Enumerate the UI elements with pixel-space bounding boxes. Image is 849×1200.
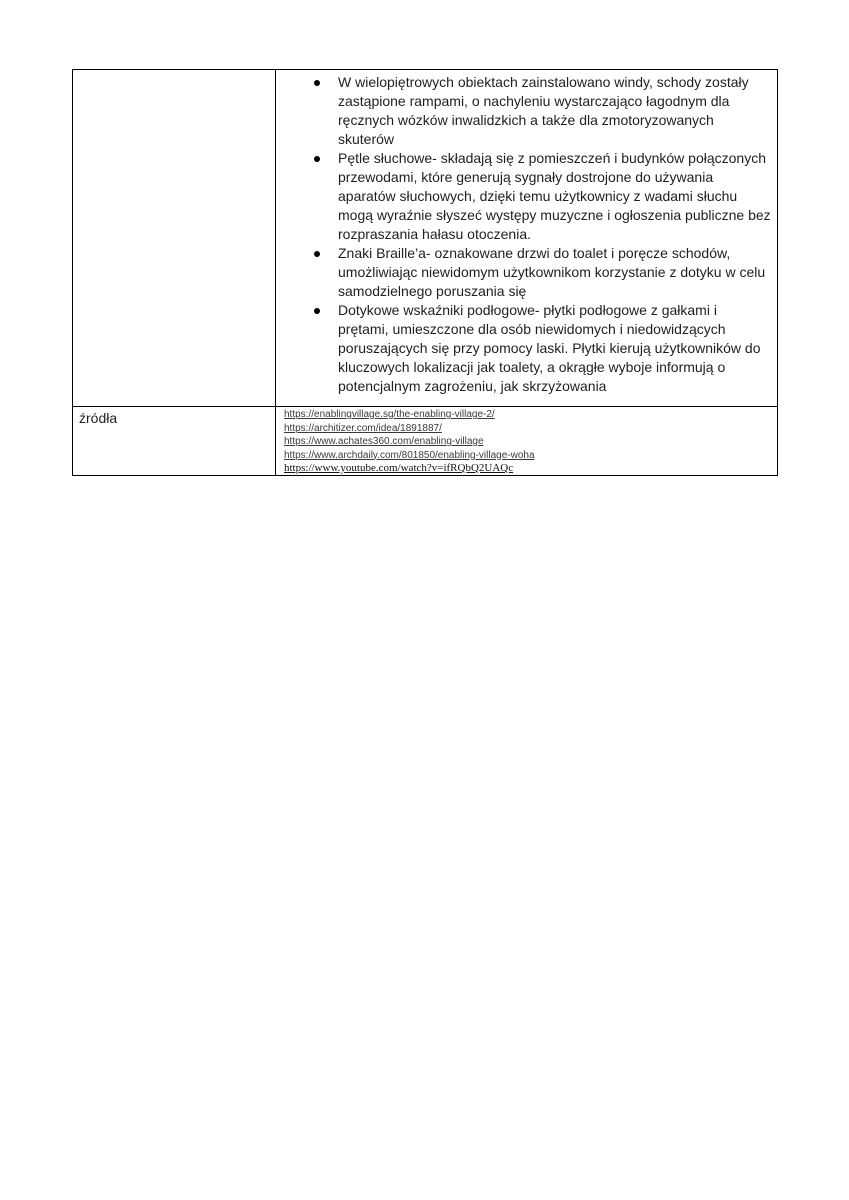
bullet-text: Pętle słuchowe- składają się z pomieszczeń i budynków połączonych przewodami, które generują sygnały dostrojone do używania aparatów słuchowych, dzięki temu użytkownicy z wadami słuchu mogą wyraźnie słyszeć występy muzyczne i ogłoszenia publiczne bez rozpraszania hałasu otoczenia. <box>338 150 771 242</box>
features-label-cell <box>73 70 276 407</box>
sources-label: źródła <box>79 410 118 426</box>
bullet-text: W wielopiętrowych obiektach zainstalowano windy, schody zostały zastąpione rampami, o nachyleniu wystarczająco łagodnym dla ręcznych wózków inwalidzkich a także dla zmotoryzowanych skuterów <box>338 74 749 147</box>
bullet-text: Znaki Braille’a- oznakowane drzwi do toalet i poręcze schodów, umożliwiając niewidomym użytkownikom korzystanie z dotyku w celu samodzielnego poruszania się <box>338 245 766 299</box>
bullet-icon <box>314 308 320 314</box>
source-link-youtube[interactable]: https://www.youtube.com/watch?v=ifRQbQ2UAQc <box>284 462 514 474</box>
bullet-icon <box>314 156 320 162</box>
bullet-item-hearing-loops <box>276 149 771 244</box>
bullet-item-braille-signs <box>276 244 771 301</box>
bullet-text: Dotykowe wskaźniki podłogowe- płytki podłogowe z gałkami i prętami, umieszczone dla osób niewidomych i niedowidzących poruszających się przy pomocy laski. Płytki kierują użytkowników do kluczowych lokalizacji jak toalety, a okrągłe wyboje informują o potencjalnym zagrożeniu, jak skrzyżowania <box>338 302 761 394</box>
features-row <box>73 70 778 407</box>
bullet-item-elevators-ramps <box>276 73 771 149</box>
sources-links-cell <box>276 407 778 476</box>
sources-label-cell <box>73 407 276 476</box>
features-bullet-list <box>276 70 777 406</box>
features-content-cell <box>276 70 778 407</box>
source-link-enablingvillage[interactable]: https://enablingvillage.sg/the-enabling-village-2/ <box>284 409 495 420</box>
bullet-item-tactile-indicators <box>276 301 771 396</box>
source-link-achates360[interactable]: https://www.achates360.com/enabling-village <box>284 436 484 447</box>
source-link-archdaily[interactable]: https://www.archdaily.com/801850/enabling-village-woha <box>284 449 535 461</box>
bullet-icon <box>314 80 320 86</box>
bullet-icon <box>314 251 320 257</box>
content-table <box>72 69 778 476</box>
source-link-architizer[interactable]: https://architizer.com/idea/1891887/ <box>284 422 442 434</box>
source-links-list <box>276 407 777 475</box>
sources-row <box>73 407 778 476</box>
